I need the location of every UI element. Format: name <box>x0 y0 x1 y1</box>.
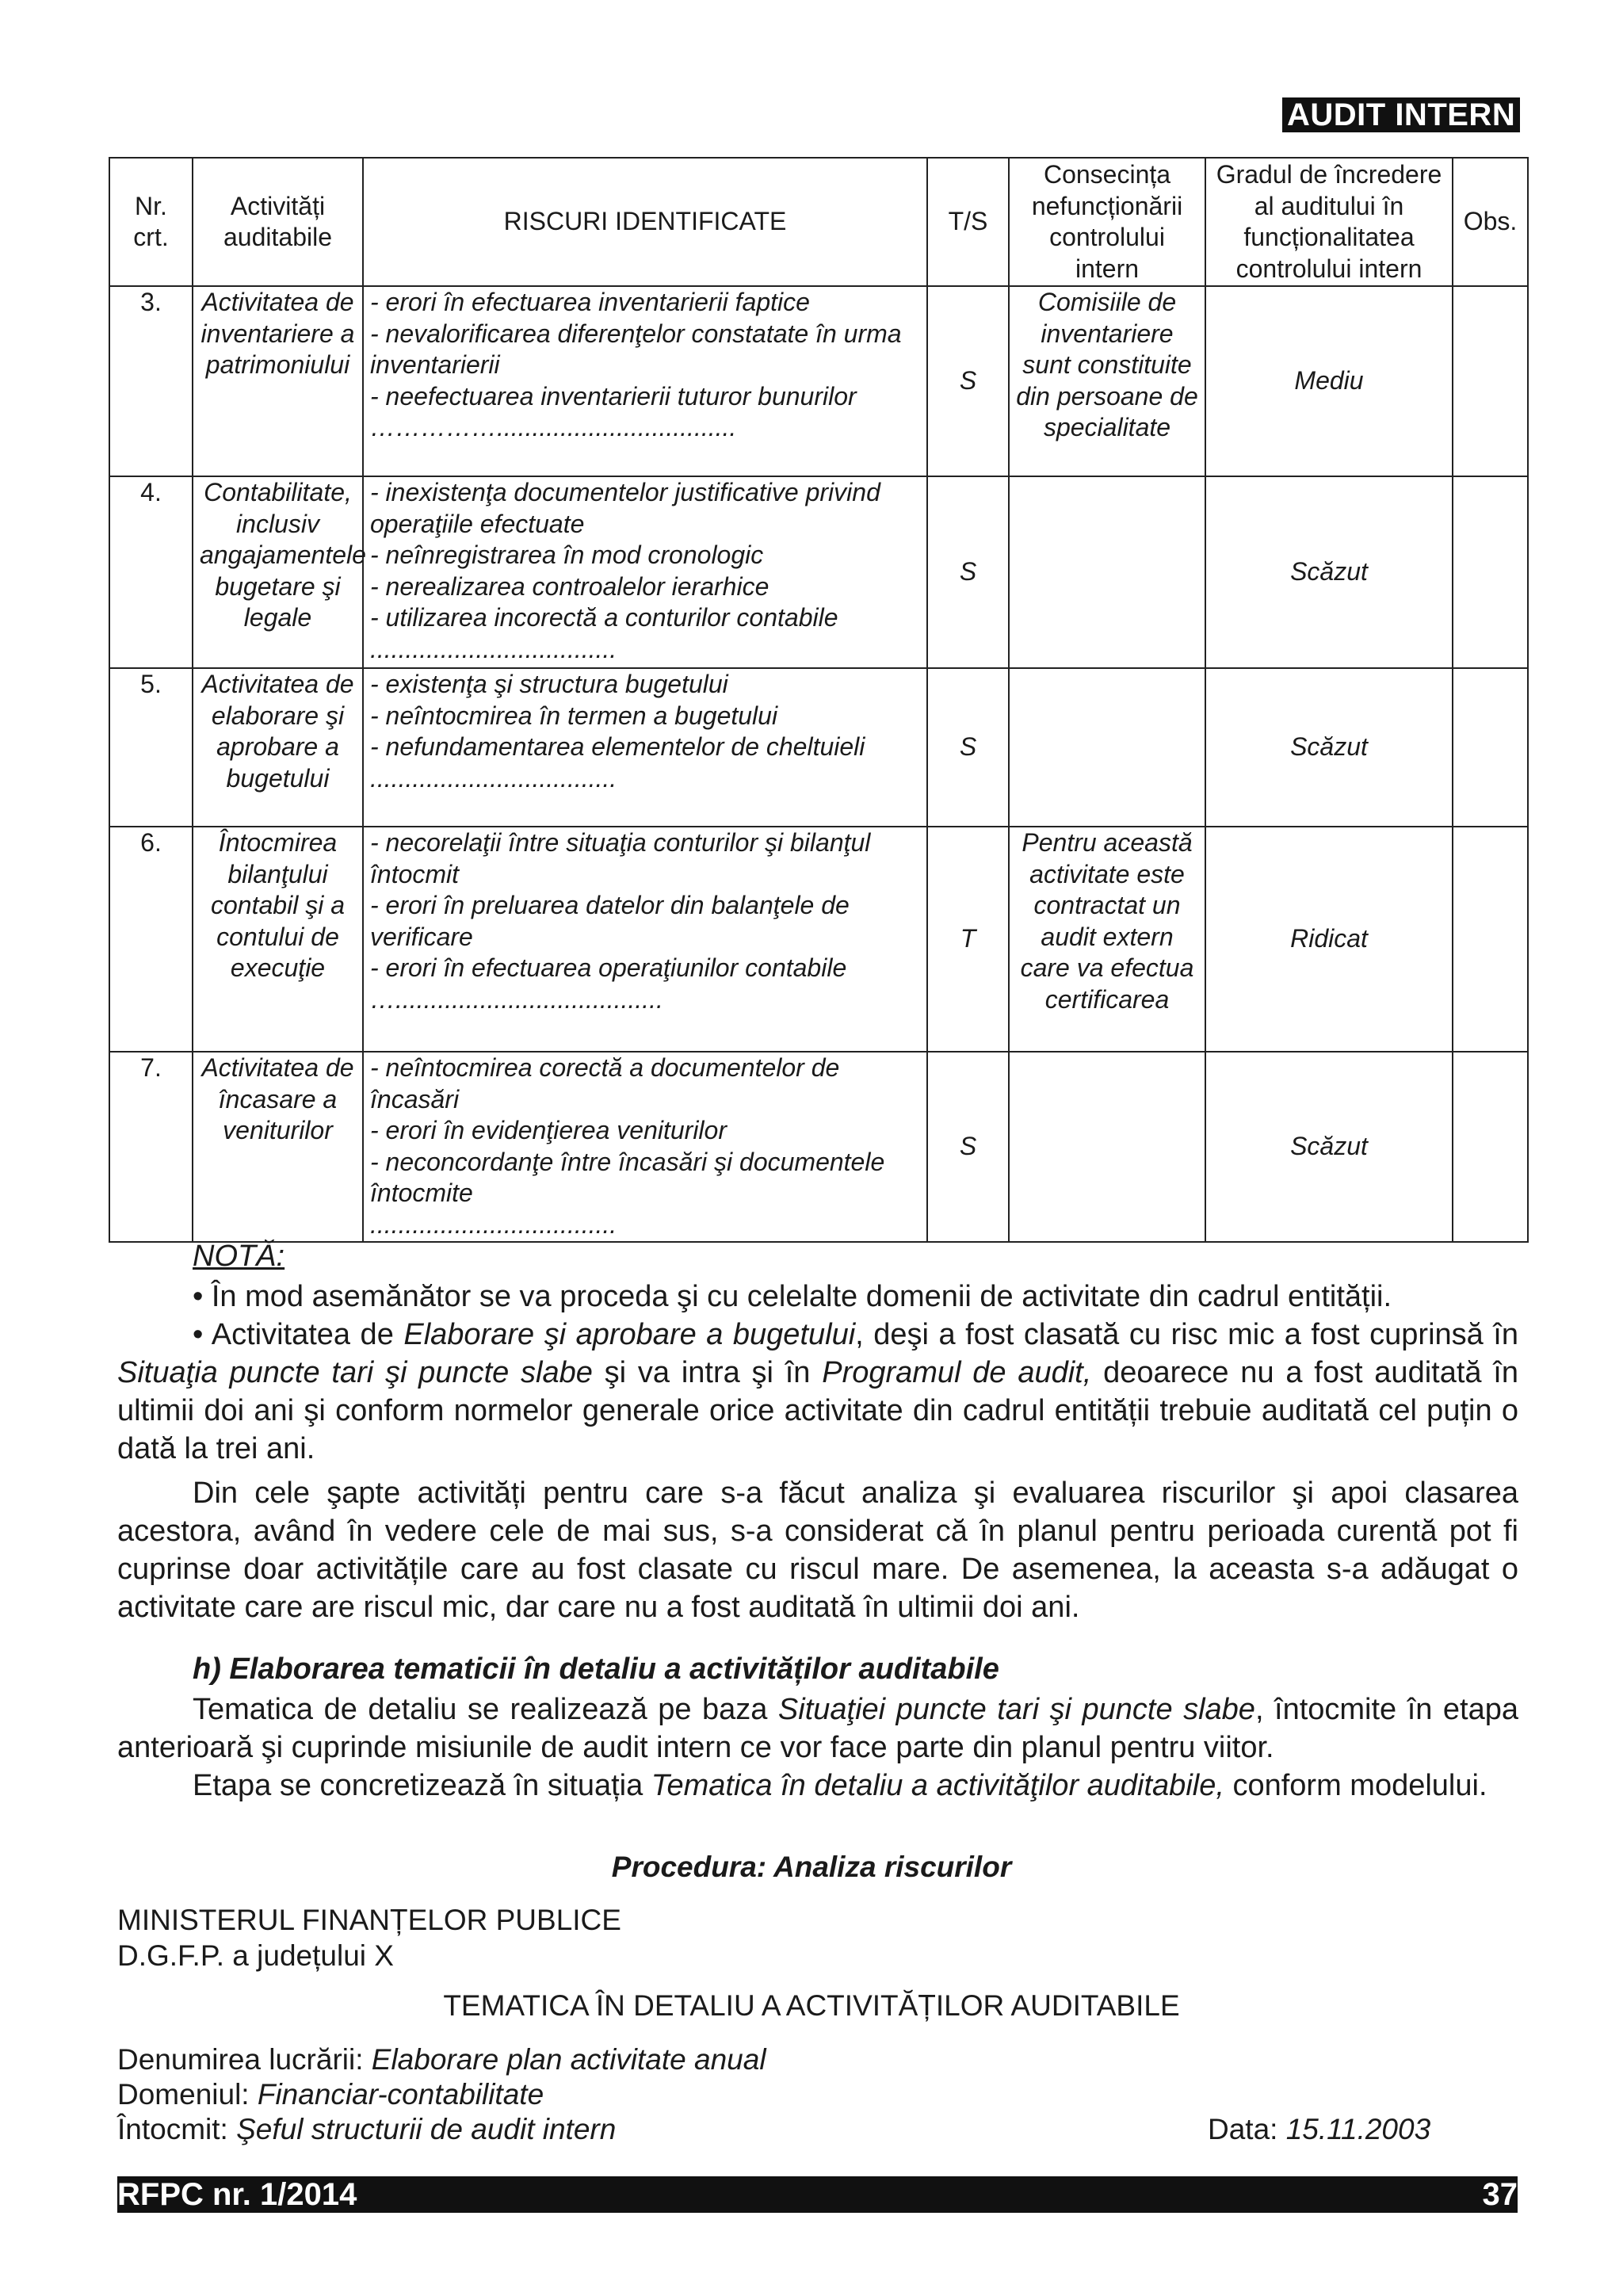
cell-nr: 4. <box>109 476 193 668</box>
table-row <box>109 827 1528 1052</box>
cell-consecinta: Comisiile de inventariere sunt constituite din persoane de specialitate <box>1009 286 1205 476</box>
risk-line: - necorelaţii între situaţia conturilor şi bilanţul întocmit <box>370 828 871 888</box>
risk-line: ................................... <box>370 763 617 793</box>
field-denumire-value: Elaborare plan activitate anual <box>371 2043 766 2076</box>
header-consecinta: Consecința nefuncționării controlului intern <box>1009 158 1205 286</box>
note-body <box>117 1278 1518 1626</box>
cell-grad: Mediu <box>1205 286 1453 476</box>
dgfp-name: D.G.F.P. a județului X <box>117 1939 394 1972</box>
note-bullet-2-e: şi va intra şi în <box>592 1356 823 1389</box>
table-row <box>109 476 1528 668</box>
cell-grad: Ridicat <box>1205 827 1453 1052</box>
risk-line: - utilizarea incorectă a conturilor contabile <box>370 603 838 632</box>
cell-grad: Scăzut <box>1205 1052 1453 1242</box>
table-row <box>109 668 1528 827</box>
cell-grad: Scăzut <box>1205 476 1453 668</box>
risk-line: - nerealizarea controalelor ierarhice <box>370 571 769 601</box>
risk-line: - nevalorificarea diferenţelor constatate în urma inventarierii <box>370 319 902 379</box>
p2-c: conform modelului. <box>1224 1769 1487 1802</box>
risk-line: …………….................................. <box>370 413 737 441</box>
note-bullet-2 <box>117 1316 1518 1468</box>
note-bullet-2-f: Programul de audit, <box>822 1356 1092 1389</box>
header-obs: Obs. <box>1453 158 1528 286</box>
risk-line: - erori în preluarea datelor din balanţele de verificare <box>370 891 850 951</box>
note-title: NOTĂ: <box>193 1240 285 1273</box>
header-activitati: Activități auditabile <box>193 158 363 286</box>
cell-ts: S <box>927 1052 1009 1242</box>
ministry-name: MINISTERUL FINANȚELOR PUBLICE <box>117 1904 621 1936</box>
risk-line: - erori în efectuarea operaţiunilor contabile <box>370 953 847 982</box>
risk-line: …...................................... <box>370 984 663 1014</box>
cell-nr: 7. <box>109 1052 193 1242</box>
cell-activitate: Activitatea de inventariere a patrimoniului <box>193 286 363 476</box>
cell-obs <box>1453 286 1528 476</box>
risk-line: - nefundamentarea elementelor de cheltuieli <box>370 732 865 761</box>
field-domeniu <box>117 2078 544 2111</box>
note-bullet-2-g: deoarece nu a fost auditată în ultimii doi ani şi conform normelor generale orice activitate din cadrul entității trebuie auditată cel puțin o dată la trei ani. <box>117 1356 1518 1465</box>
risk-line: - neîntocmirea în termen a bugetului <box>370 701 778 730</box>
cell-consecinta <box>1009 668 1205 827</box>
field-data <box>1208 2113 1430 2146</box>
note-bullet-2-a: • Activitatea de <box>193 1318 404 1351</box>
field-intocmit <box>117 2113 616 2146</box>
footer-journal: RFPC nr. 1/2014 <box>117 2177 357 2212</box>
p1-b: Situaţiei puncte tari şi puncte slabe <box>777 1693 1255 1726</box>
note-paragraph: Din cele şapte activități pentru care s-a făcut analiza şi evaluarea riscurilor şi apoi clasarea acestora, având în vedere cele de mai sus, s-a considerat că în planul pentru perioada curentă pot fi cuprinse doar activitățile care au fost clasate cu riscul mare. De asemenea, la aceasta s-a adăugat o activitate care are riscul mic, dar care nu a fost auditată în ultimii doi ani. <box>117 1477 1518 1624</box>
procedure-title: Procedura: Analiza riscurilor <box>611 1851 1012 1883</box>
table-row <box>109 286 1528 476</box>
cell-nr: 6. <box>109 827 193 1052</box>
p2-b: Tematica în detaliu a activităţilor auditabile, <box>651 1769 1224 1802</box>
cell-ts: S <box>927 668 1009 827</box>
cell-obs <box>1453 476 1528 668</box>
risk-line: - inexistenţa documentelor justificative privind operaţiile efectuate <box>370 478 880 538</box>
cell-obs <box>1453 668 1528 827</box>
section-h-paragraph-2 <box>117 1767 1518 1805</box>
cell-grad: Scăzut <box>1205 668 1453 827</box>
cell-consecinta: Pentru această activitate este contractat un audit extern care va efectua certificarea <box>1009 827 1205 1052</box>
note-bullet-2-c: , deşi a fost clasată cu risc mic a fost cuprinsă în <box>855 1318 1519 1351</box>
note-bullet-2-b: Elaborare şi aprobare a bugetului <box>403 1318 856 1351</box>
section-h-title: h) Elaborarea tematicii în detaliu a activităților auditabile <box>193 1652 999 1686</box>
document-title: TEMATICA ÎN DETALIU A ACTIVITĂȚILOR AUDITABILE <box>443 1989 1180 2022</box>
p2-a: Etapa se concretizează în situația <box>193 1769 651 1802</box>
field-denumire-label: Denumirea lucrării: <box>117 2043 372 2076</box>
note-bullet-1: • În mod asemănător se va proceda şi cu celelalte domenii de activitate din cadrul entității. <box>193 1280 1392 1313</box>
cell-riscuri <box>363 476 927 668</box>
risk-line: - neîntocmirea corectă a documentelor de încasări <box>370 1053 840 1114</box>
risk-line: - neînregistrarea în mod cronologic <box>370 541 764 569</box>
cell-obs <box>1453 1052 1528 1242</box>
section-h-paragraph-1 <box>117 1690 1518 1767</box>
note-bullet-2-d: Situaţia puncte tari şi puncte slabe <box>117 1356 593 1389</box>
cell-riscuri <box>363 286 927 476</box>
risk-line: - erori în efectuarea inventarierii faptice <box>370 288 810 316</box>
field-denumire <box>117 2043 766 2076</box>
p1-c: , întocmite în etapa anterioară şi cuprinde misiunile de audit intern ce vor face parte din planul pentru viitor. <box>117 1693 1519 1764</box>
cell-ts: S <box>927 476 1009 668</box>
risk-line: - existenţa şi structura bugetului <box>370 670 728 698</box>
header-ts: T/S <box>927 158 1009 286</box>
field-data-value: 15.11.2003 <box>1285 2113 1431 2145</box>
field-intocmit-value: Şeful structurii de audit intern <box>236 2113 617 2145</box>
field-domeniu-value: Financiar-contabilitate <box>257 2078 544 2111</box>
field-data-label: Data: <box>1208 2113 1286 2145</box>
cell-consecinta <box>1009 476 1205 668</box>
table-row <box>109 1052 1528 1242</box>
cell-activitate: Activitatea de elaborare şi aprobare a bugetului <box>193 668 363 827</box>
cell-activitate: Activitatea de încasare a veniturilor <box>193 1052 363 1242</box>
footer-page-number: 37 <box>1482 2177 1518 2212</box>
p1-a: Tematica de detaliu se realizează pe baza <box>193 1693 778 1726</box>
cell-ts: S <box>927 286 1009 476</box>
header-riscuri: RISCURI IDENTIFICATE <box>363 158 927 286</box>
cell-nr: 3. <box>109 286 193 476</box>
cell-consecinta <box>1009 1052 1205 1242</box>
section-header-badge: AUDIT INTERN <box>1282 97 1520 132</box>
cell-riscuri <box>363 827 927 1052</box>
cell-riscuri <box>363 668 927 827</box>
table-header-row <box>109 158 1528 286</box>
header-grad: Gradul de încredere al auditului în funcționalitatea controlului intern <box>1205 158 1453 286</box>
cell-nr: 5. <box>109 668 193 827</box>
field-intocmit-label: Întocmit: <box>117 2113 237 2145</box>
section-h-body <box>117 1690 1518 1805</box>
cell-riscuri <box>363 1052 927 1242</box>
risk-line: ................................... <box>370 1209 617 1239</box>
risk-table <box>109 157 1529 1243</box>
risk-line: - erori în evidenţierea veniturilor <box>370 1116 727 1144</box>
cell-ts: T <box>927 827 1009 1052</box>
risk-line: - neconcordanţe între încasări şi documentele întocmite <box>370 1147 885 1207</box>
cell-activitate: Contabilitate, inclusiv angajamentele bugetare şi legale <box>193 476 363 668</box>
cell-activitate: Întocmirea bilanţului contabil şi a contului de execuţie <box>193 827 363 1052</box>
header-nr: Nr. crt. <box>109 158 193 286</box>
cell-obs <box>1453 827 1528 1052</box>
field-domeniu-label: Domeniul: <box>117 2078 258 2111</box>
risk-line: ................................... <box>370 634 617 663</box>
risk-line: - neefectuarea inventarierii tuturor bunurilor <box>370 381 857 411</box>
